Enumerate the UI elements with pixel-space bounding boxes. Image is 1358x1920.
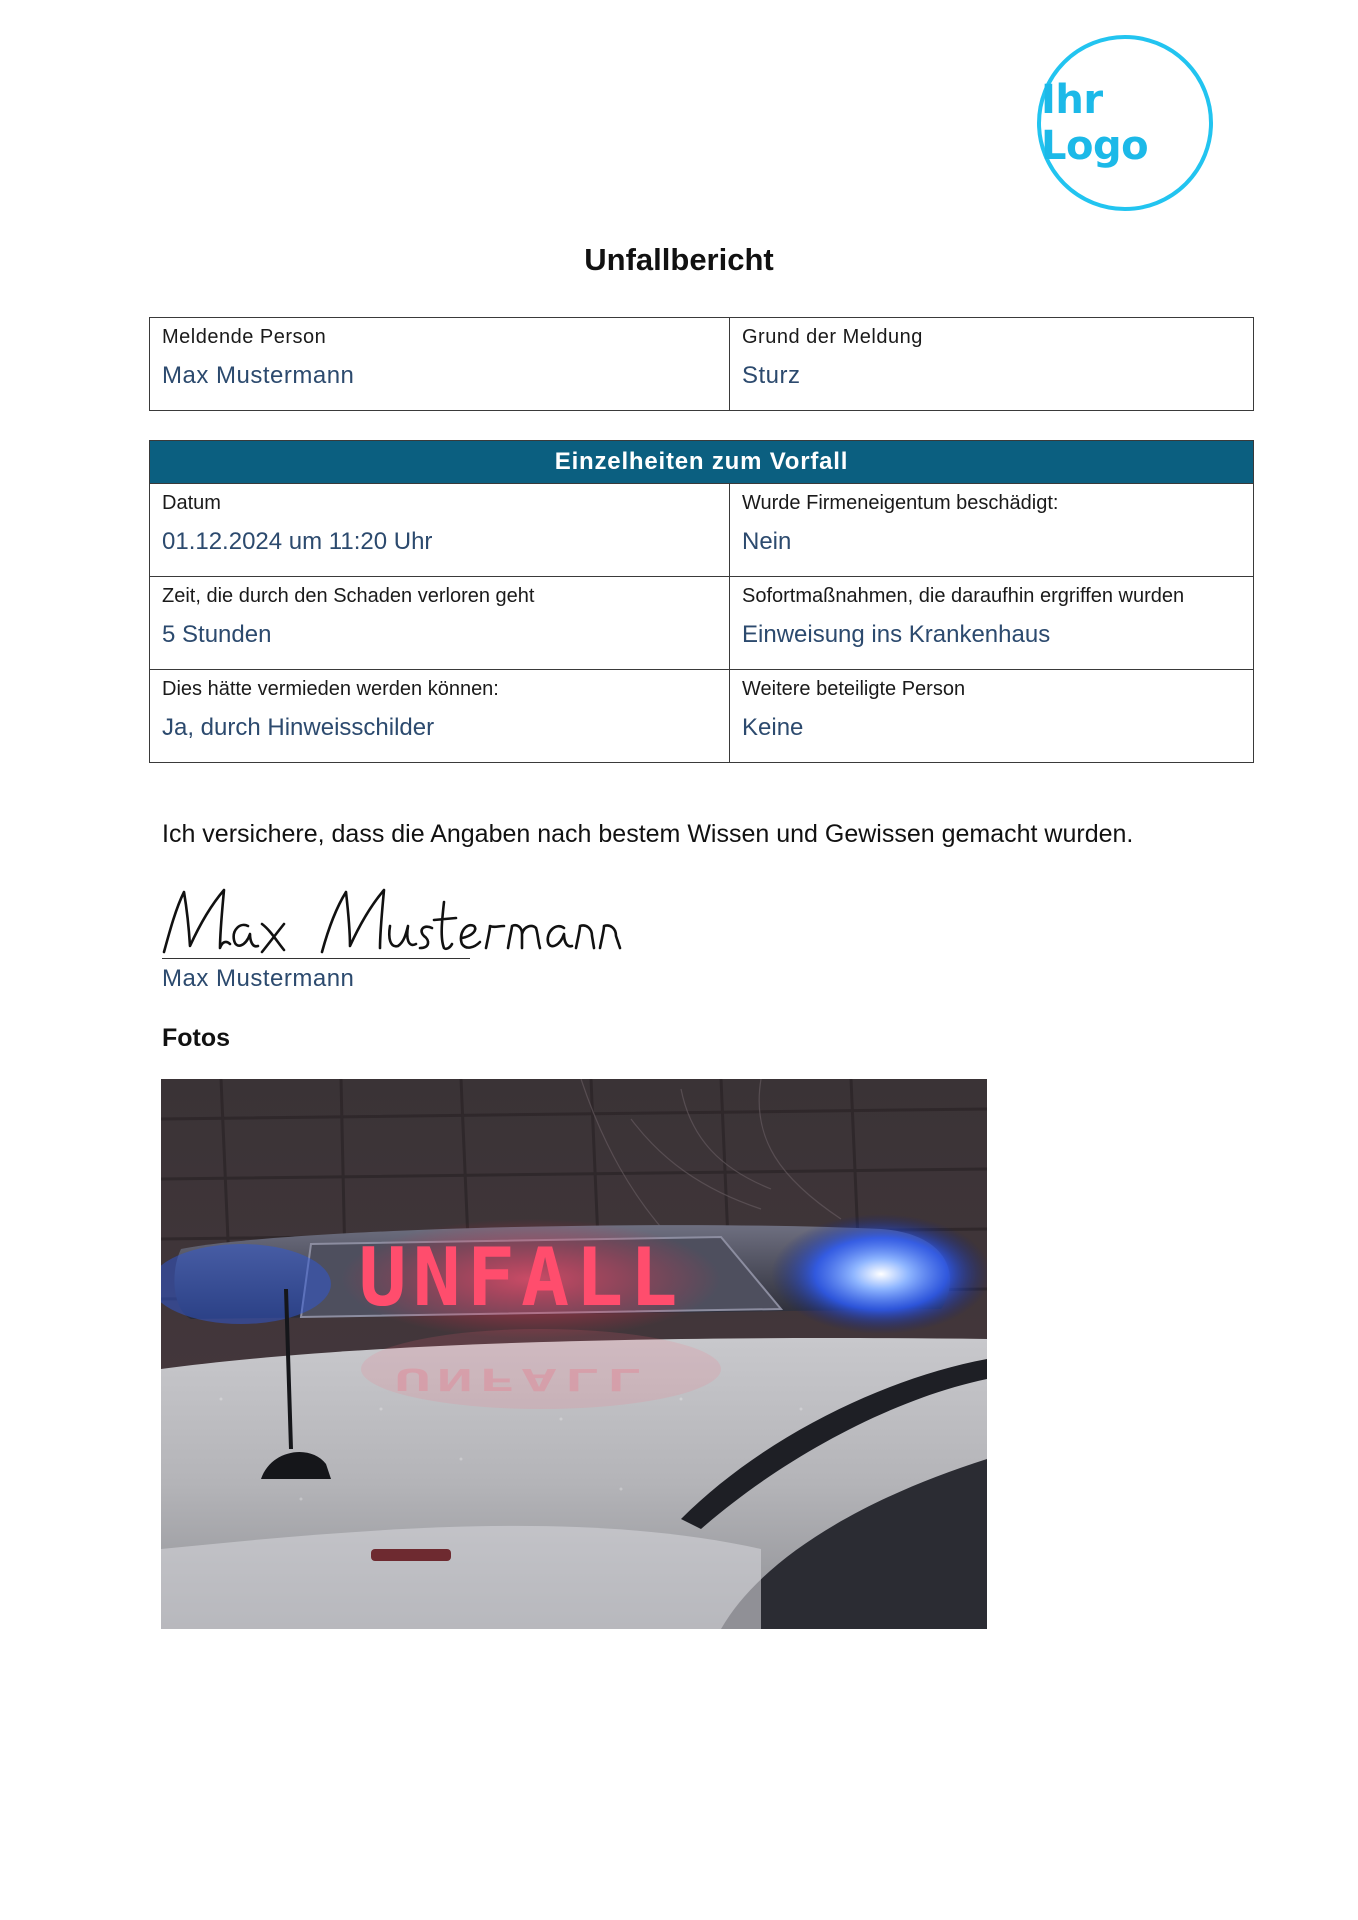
logo-text: Ihr Logo	[1041, 77, 1149, 169]
other-persons-label: Weitere beteiligte Person	[742, 678, 966, 700]
other-persons-value: Keine	[742, 714, 804, 741]
reporter-label: Meldende Person	[162, 326, 327, 348]
document-title: Unfallbericht	[584, 242, 774, 277]
incident-cell	[730, 484, 1254, 577]
signature-line	[162, 958, 470, 959]
declaration-text: Ich versichere, dass die Angaben nach bestem Wissen und Gewissen gemacht wurden.	[162, 820, 1134, 848]
incident-cell	[730, 577, 1254, 670]
handwritten-signature	[160, 880, 630, 956]
incident-row	[150, 670, 1254, 763]
time-lost-label: Zeit, die durch den Schaden verloren geht	[162, 585, 535, 607]
signer-name: Max Mustermann	[162, 965, 355, 992]
incident-heading: Einzelheiten zum Vorfall	[150, 441, 1254, 484]
property-damage-label: Wurde Firmeneigentum beschädigt:	[742, 492, 1059, 514]
photos-heading: Fotos	[162, 1024, 231, 1052]
incident-cell	[150, 577, 730, 670]
time-lost-value: 5 Stunden	[162, 621, 272, 648]
company-logo-placeholder	[1037, 35, 1213, 211]
reason-value: Sturz	[742, 362, 801, 389]
date-label: Datum	[162, 492, 221, 514]
avoidable-value: Ja, durch Hinweisschilder	[162, 714, 435, 741]
date-value: 01.12.2024 um 11:20 Uhr	[162, 528, 433, 555]
incident-cell	[730, 670, 1254, 763]
reporter-cell	[150, 318, 730, 411]
reason-cell	[730, 318, 1254, 411]
accident-photo	[161, 1079, 987, 1629]
reporter-value: Max Mustermann	[162, 362, 355, 389]
incident-row	[150, 577, 1254, 670]
incident-cell	[150, 670, 730, 763]
immediate-measures-label: Sofortmaßnahmen, die daraufhin ergriffen wurden	[742, 585, 1185, 607]
incident-row	[150, 484, 1254, 577]
light-bar-display: UNFALL	[358, 1231, 684, 1324]
incident-details-table	[149, 440, 1254, 763]
avoidable-label: Dies hätte vermieden werden können:	[162, 678, 499, 700]
incident-cell	[150, 484, 730, 577]
report-header-row	[150, 318, 1254, 411]
reason-label: Grund der Meldung	[742, 326, 923, 348]
report-header-table	[149, 317, 1254, 411]
incident-heading-row	[150, 441, 1254, 484]
immediate-measures-value: Einweisung ins Krankenhaus	[742, 621, 1051, 648]
svg-text:UNFALL: UNFALL	[394, 1361, 648, 1397]
property-damage-value: Nein	[742, 528, 792, 555]
